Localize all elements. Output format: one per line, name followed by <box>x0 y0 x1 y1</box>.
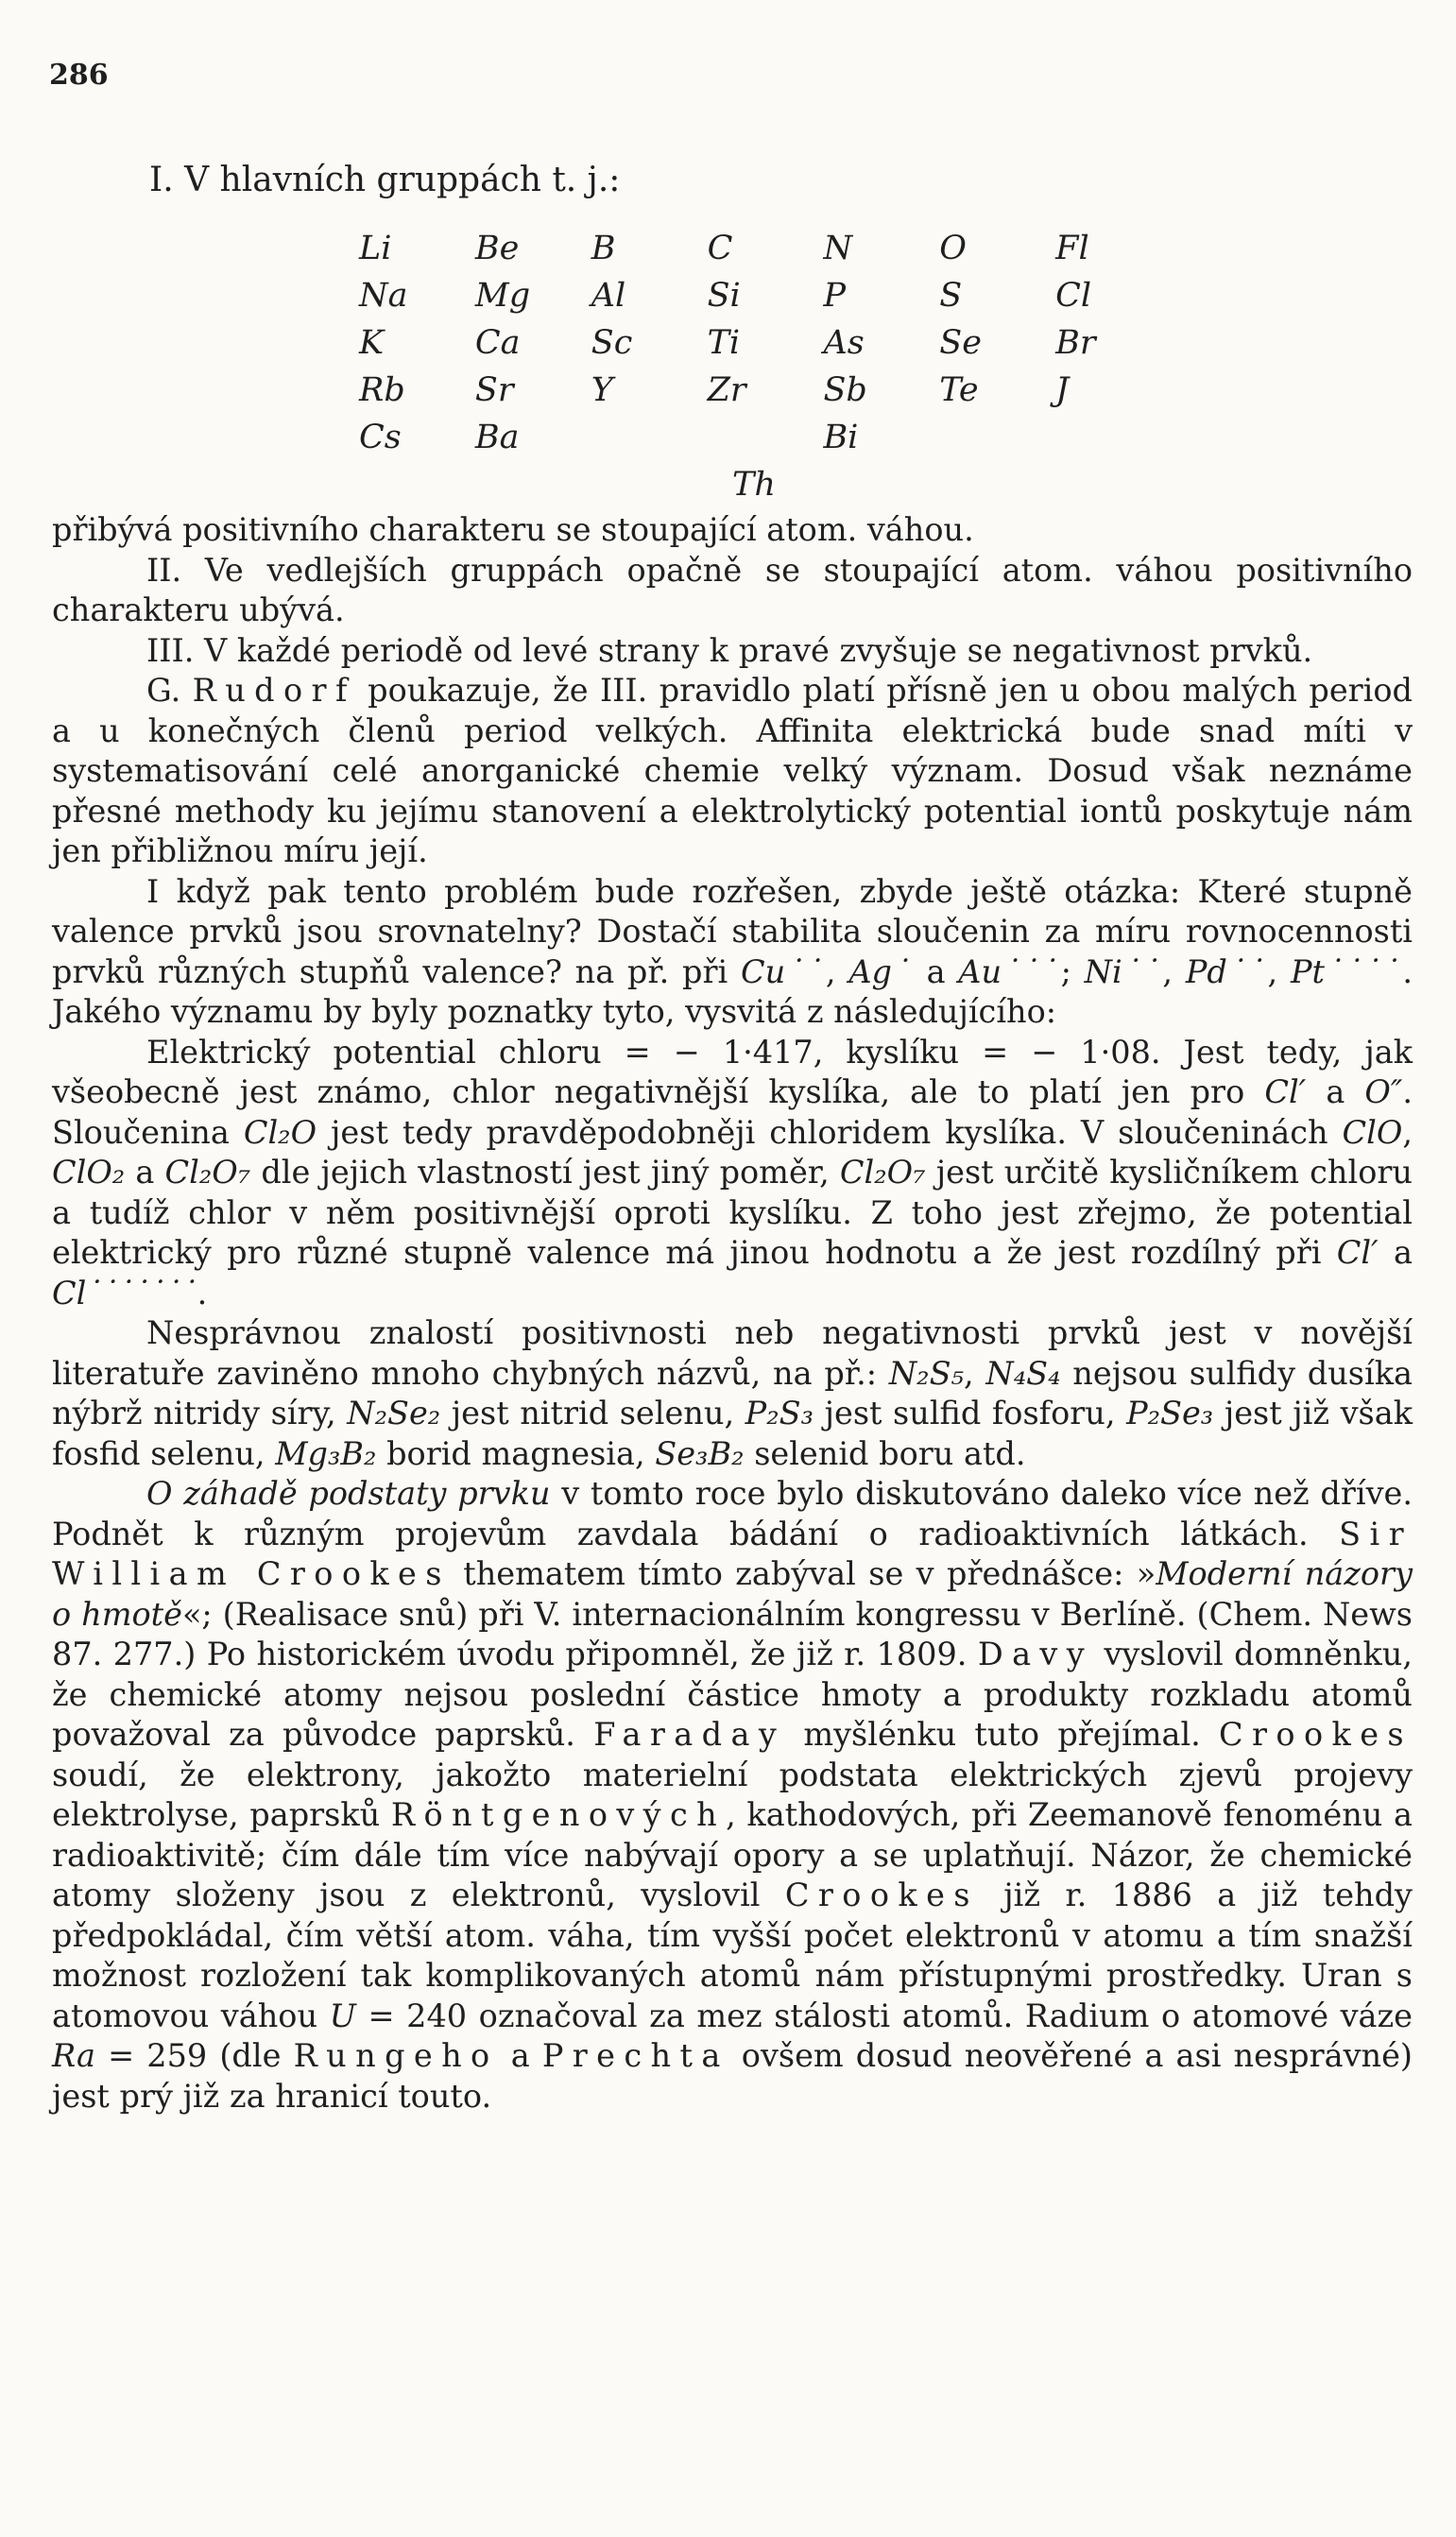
paragraph-text: selenid boru atd. <box>744 1434 1026 1472</box>
element-symbol: Sr <box>474 371 514 409</box>
element-symbol: Fl <box>1055 230 1089 267</box>
element-symbol: Cl <box>1055 277 1092 315</box>
paragraph-text: v tomto roce bylo diskutováno daleko více než dříve. Podnět k různým projevům zavdala bádání o radioaktivních látkách. <box>52 1475 1413 1552</box>
formula-text: ClO₂ <box>52 1154 126 1191</box>
element-symbol: J <box>1055 371 1070 409</box>
element-symbol: Mg <box>474 277 531 315</box>
paragraph-text: III. V každé periodě od levé strany k pravé zvyšuje se negativnost prvků. <box>146 631 1313 669</box>
paragraph-text: G. <box>146 672 193 709</box>
paragraph-text: , <box>825 952 849 990</box>
element-symbol: C <box>707 230 733 267</box>
element-row <box>359 272 1172 319</box>
paragraph-text: poukazuje, že III. pravidlo platí přísně jen u obou malých period a u konečných členů period velkých. Affinita elektrická bude snad míti v systematisování celé anorganické chemie velký význam. Dosud však neznáme přesné methody ku jejímu stanovení a elektrolytický potential iontů poskytuje nám jen přibližnou míru její. <box>52 672 1413 869</box>
name-text: Rungeho <box>293 2037 499 2074</box>
formula-text: N₂S₅ <box>888 1354 964 1392</box>
paragraph-text: a <box>125 1154 165 1191</box>
element-symbol: Na <box>359 277 408 315</box>
paragraph-text: I když pak tento problém bude rozřešen, zbyde ještě otázka: Které stupně valence prvků jsou srovnatelny? Dostačí stabilita sloučenin za míru rovnocennosti prvků různých stupňů valence? na př. při <box>52 872 1413 990</box>
formula-text: U <box>329 1997 356 2034</box>
element-symbol: Y <box>591 371 613 409</box>
formula-text: P₂Se₃ <box>1126 1395 1214 1431</box>
formula-text: O″ <box>1364 1073 1403 1110</box>
formula-text: Cl₂O <box>243 1113 317 1151</box>
name-text: Faraday <box>593 1716 786 1753</box>
element-row <box>359 225 1172 272</box>
paragraph-text: soudí, že elektrony, jakožto materielní podstata elektrických zjevů projevy elektrolyse, paprsků <box>52 1756 1413 1833</box>
formula-text: Pt˙˙˙˙ <box>1290 952 1403 990</box>
formula-text: Au˙˙˙ <box>958 952 1061 990</box>
element-symbol: Zr <box>707 371 746 409</box>
paragraph-text: jest určitě kysličníkem chloru a tudíž chlor v něm positivnější oproti kyslíku. Z toho jest zřejmo, že potential elektrický pro různé stupně valence má jinou hodnotu a že jest rozdílný při <box>52 1154 1413 1271</box>
page-number: 286 <box>49 59 109 92</box>
element-symbol: Bi <box>823 419 859 456</box>
element-symbol: B <box>591 230 616 267</box>
formula-text: Se₃B₂ <box>655 1434 745 1472</box>
paragraph-text: borid magnesia, <box>376 1434 656 1472</box>
element-symbol: As <box>823 324 865 362</box>
formula-text: Moderní názory o hmotě <box>52 1555 1413 1633</box>
formula-text: Cl′ <box>1264 1073 1307 1110</box>
element-symbol: Al <box>591 277 626 315</box>
paragraph-text: jest již však fosfid selenu, <box>52 1395 1413 1472</box>
paragraph-text: nejsou sulfidy dusíka nýbrž nitridy síry, <box>52 1354 1413 1431</box>
element-symbol: K <box>359 324 385 362</box>
paragraph-text: myšlénku tuto přejímal. <box>785 1716 1220 1753</box>
element-table <box>359 225 1172 508</box>
element-symbol: Be <box>474 230 520 267</box>
paragraph <box>52 671 1413 872</box>
element-symbol: Rb <box>359 371 405 409</box>
name-text: Davy <box>977 1636 1094 1672</box>
element-symbol: Ca <box>474 324 521 362</box>
element-row-extra <box>359 461 1172 508</box>
paragraph <box>52 1474 1413 2117</box>
paragraph-text: vyslovil domněnku, že chemické atomy nejsou poslední částice hmoty a produkty rozkladu atomů považoval za původce paprsků. <box>52 1636 1413 1753</box>
element-symbol: P <box>823 277 846 315</box>
paragraph-text: ovšem dosud neověřené a asi nesprávné) jest prý již za hranicí touto. <box>52 2037 1413 2115</box>
paragraph-text: , <box>1267 952 1291 990</box>
paragraph-text: jest nitrid selenu, <box>440 1395 745 1431</box>
formula-text: Ag˙ <box>848 952 914 990</box>
formula-text: Cl˙˙˙˙˙˙˙ <box>52 1274 197 1311</box>
name-text: Rudorf <box>192 672 356 709</box>
formula-text: Ni˙˙ <box>1084 952 1163 990</box>
paragraph-text: Nesprávnou znalostí positivnosti neb negativnosti prvků jest v novější literatuře zaviněno mnoho chybných názvů, na př.: <box>52 1314 1413 1392</box>
paragraph <box>52 510 1413 551</box>
element-symbol: N <box>823 230 853 267</box>
paragraph-text: jest tedy pravděpodobněji chloridem kyslíka. V sloučeninách <box>317 1113 1343 1151</box>
section-heading: I. V hlavních gruppách t. j.: <box>149 161 621 199</box>
paragraph <box>52 1033 1413 1314</box>
formula-text: P₂S₃ <box>745 1395 814 1431</box>
paragraph-text: a <box>498 2037 542 2074</box>
paragraph <box>52 631 1413 672</box>
paragraph-text: , <box>1402 1113 1413 1151</box>
name-text: Röntgenových <box>390 1796 727 1833</box>
paragraph-text: jest sulfid fosforu, <box>814 1395 1127 1431</box>
formula-text: ClO <box>1342 1113 1403 1151</box>
paragraph <box>52 1313 1413 1474</box>
element-symbol: Li <box>359 230 392 267</box>
paragraph-text: , <box>963 1354 986 1392</box>
element-symbol: S <box>939 277 963 315</box>
formula-text: Ra <box>52 2037 95 2074</box>
paragraph-text: . Sloučenina <box>52 1073 1413 1151</box>
paragraph-text: , <box>1162 952 1186 990</box>
paragraph-text: a <box>913 952 959 990</box>
element-symbol: Br <box>1055 324 1096 362</box>
paragraph-text: . <box>197 1274 208 1311</box>
paragraph <box>52 551 1413 631</box>
body-text <box>52 510 1413 2117</box>
paragraph-text: přibývá positivního charakteru se stoupající atom. váhou. <box>52 511 974 548</box>
formula-text: Cl₂O₇ <box>839 1154 926 1191</box>
element-symbol: Ba <box>474 419 520 456</box>
paragraph-text: dle jejich vlastností jest jiný poměr, <box>250 1154 840 1191</box>
element-symbol: Sc <box>591 324 633 362</box>
paragraph-text: = 240 označoval za mez stálosti atomů. Radium o atomové váze <box>355 1997 1413 2034</box>
element-symbol-thorium: Th <box>732 466 776 504</box>
paragraph-text: již r. 1886 a již tehdy předpokládal, čím větší atom. váha, tím vyšší počet elektronů v atomu a tím snažší možnost rozložení tak komplikovaných atomů nám přístupnými prostředky. Uran s atomovou váhou <box>52 1877 1413 2034</box>
paragraph-text: a <box>1378 1234 1413 1271</box>
element-symbol: Sb <box>823 371 867 409</box>
paragraph-text: , kathodových, při Zeemanově fenoménu a radioaktivitě; čím dále tím více nabývají opory a se uplatňují. Názor, že chemické atomy složeny jsou z elektronů, vyslovil <box>52 1796 1413 1913</box>
paragraph-text: «; (Realisace snů) při V. internacionálním kongressu v Berlíně. (Chem. News 87. 277.) Po historickém úvodu připomněl, že již r. 1809. <box>52 1595 1413 1672</box>
element-symbol: Si <box>707 277 741 315</box>
formula-text: Pd˙˙ <box>1185 952 1268 990</box>
element-symbol: Se <box>939 324 982 362</box>
paragraph-text: II. Ve vedlejších gruppách opačně se stoupající atom. váhou positivního charakteru ubývá. <box>52 551 1413 628</box>
paragraph-text: thematem tímto zabýval se v přednášce: » <box>450 1555 1156 1592</box>
element-row <box>359 367 1172 414</box>
formula-text: Cl₂O₇ <box>164 1154 251 1191</box>
formula-text: Cl′ <box>1336 1234 1379 1271</box>
formula-text: N₂Se₂ <box>347 1395 441 1431</box>
element-symbol: Cs <box>359 419 402 456</box>
paragraph <box>52 872 1413 1033</box>
paragraph-text: . Jakého významu by byly poznatky tyto, vysvitá z následujícího: <box>52 952 1413 1030</box>
element-symbol: O <box>939 230 967 267</box>
name-text: Crookes <box>1219 1716 1413 1753</box>
paragraph-text: ; <box>1060 952 1085 990</box>
element-row <box>359 319 1172 367</box>
name-text: Prechta <box>541 2037 729 2074</box>
paragraph-text: Elektrický potential chloru = − 1·417, kyslíku = − 1·08. Jest tedy, jak všeobecně jest známo, chlor negativnější kyslíka, ale to platí jen pro <box>52 1033 1413 1110</box>
paragraph-text: = 259 (dle <box>94 2037 294 2074</box>
formula-text: O záhadě podstaty prvku <box>146 1475 551 1512</box>
formula-text: N₄S₄ <box>985 1354 1061 1392</box>
element-symbol: Te <box>939 371 979 409</box>
name-text: Crookes <box>784 1877 979 1913</box>
name-text: Sir William Crookes <box>52 1515 1413 1592</box>
formula-text: Mg₃B₂ <box>275 1434 377 1472</box>
formula-text: Cu˙˙ <box>740 952 826 990</box>
element-row <box>359 414 1172 461</box>
element-symbol: Ti <box>707 324 741 362</box>
paragraph-text: a <box>1306 1073 1365 1110</box>
